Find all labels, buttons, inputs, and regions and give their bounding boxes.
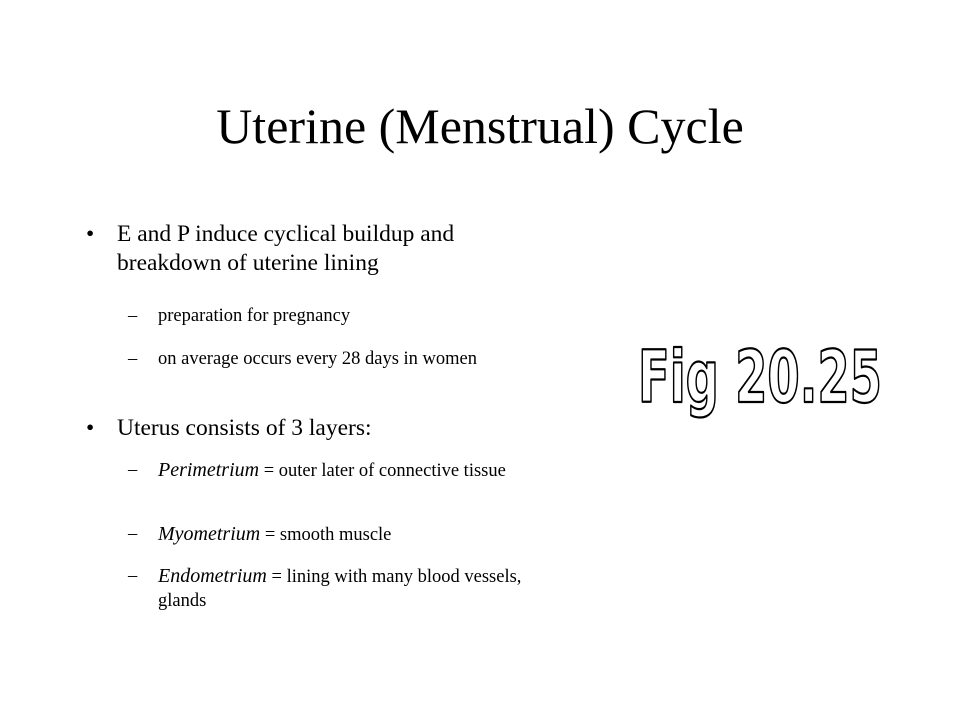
- sub-bullet-text: [158, 458, 558, 483]
- sub-bullet-text: on average occurs every 28 days in women: [158, 349, 478, 369]
- term-endometrium: Endometrium: [158, 565, 267, 587]
- term-perimetrium: Perimetrium: [158, 459, 260, 481]
- sub-bullet-myometrium: [128, 522, 558, 547]
- sub-bullet-average-cycle: [128, 347, 558, 371]
- sub-bullet-dash: –: [128, 566, 138, 586]
- slide-title: Uterine (Menstrual) Cycle: [216, 98, 744, 154]
- sub-bullet-text: [158, 522, 558, 547]
- sub-bullet-perimetrium: [128, 458, 558, 483]
- sub-bullet-text: [158, 564, 558, 613]
- definition-endometrium: = lining with many blood vessels, glands: [158, 567, 522, 611]
- sub-bullet-dash: –: [128, 460, 138, 480]
- figure-reference-svg: [620, 330, 900, 430]
- bullet-dot: •: [86, 415, 95, 441]
- bullet-dot: •: [86, 221, 95, 247]
- definition-myometrium: = smooth muscle: [260, 525, 392, 545]
- definition-perimetrium: = outer later of connective tissue: [259, 461, 506, 481]
- bullet-text: E and P induce cyclical buildup and breakdown of uterine lining: [117, 221, 455, 276]
- sub-bullet-dash: –: [128, 306, 138, 326]
- bullet-uterus-layers: [86, 414, 556, 443]
- sub-bullet-text: preparation for pregnancy: [158, 306, 351, 326]
- sub-bullet-dash: –: [128, 349, 138, 369]
- sub-bullet-preparation: [128, 304, 558, 328]
- bullet-cyclical-buildup: [86, 220, 556, 278]
- figure-reference-text: Fig 20.25: [638, 335, 882, 419]
- figure-reference-label: [620, 330, 900, 430]
- bullet-text: Uterus consists of 3 layers:: [117, 415, 372, 441]
- sub-bullet-dash: –: [128, 524, 138, 544]
- sub-bullet-endometrium: [128, 564, 558, 613]
- term-myometrium: Myometrium: [158, 523, 261, 545]
